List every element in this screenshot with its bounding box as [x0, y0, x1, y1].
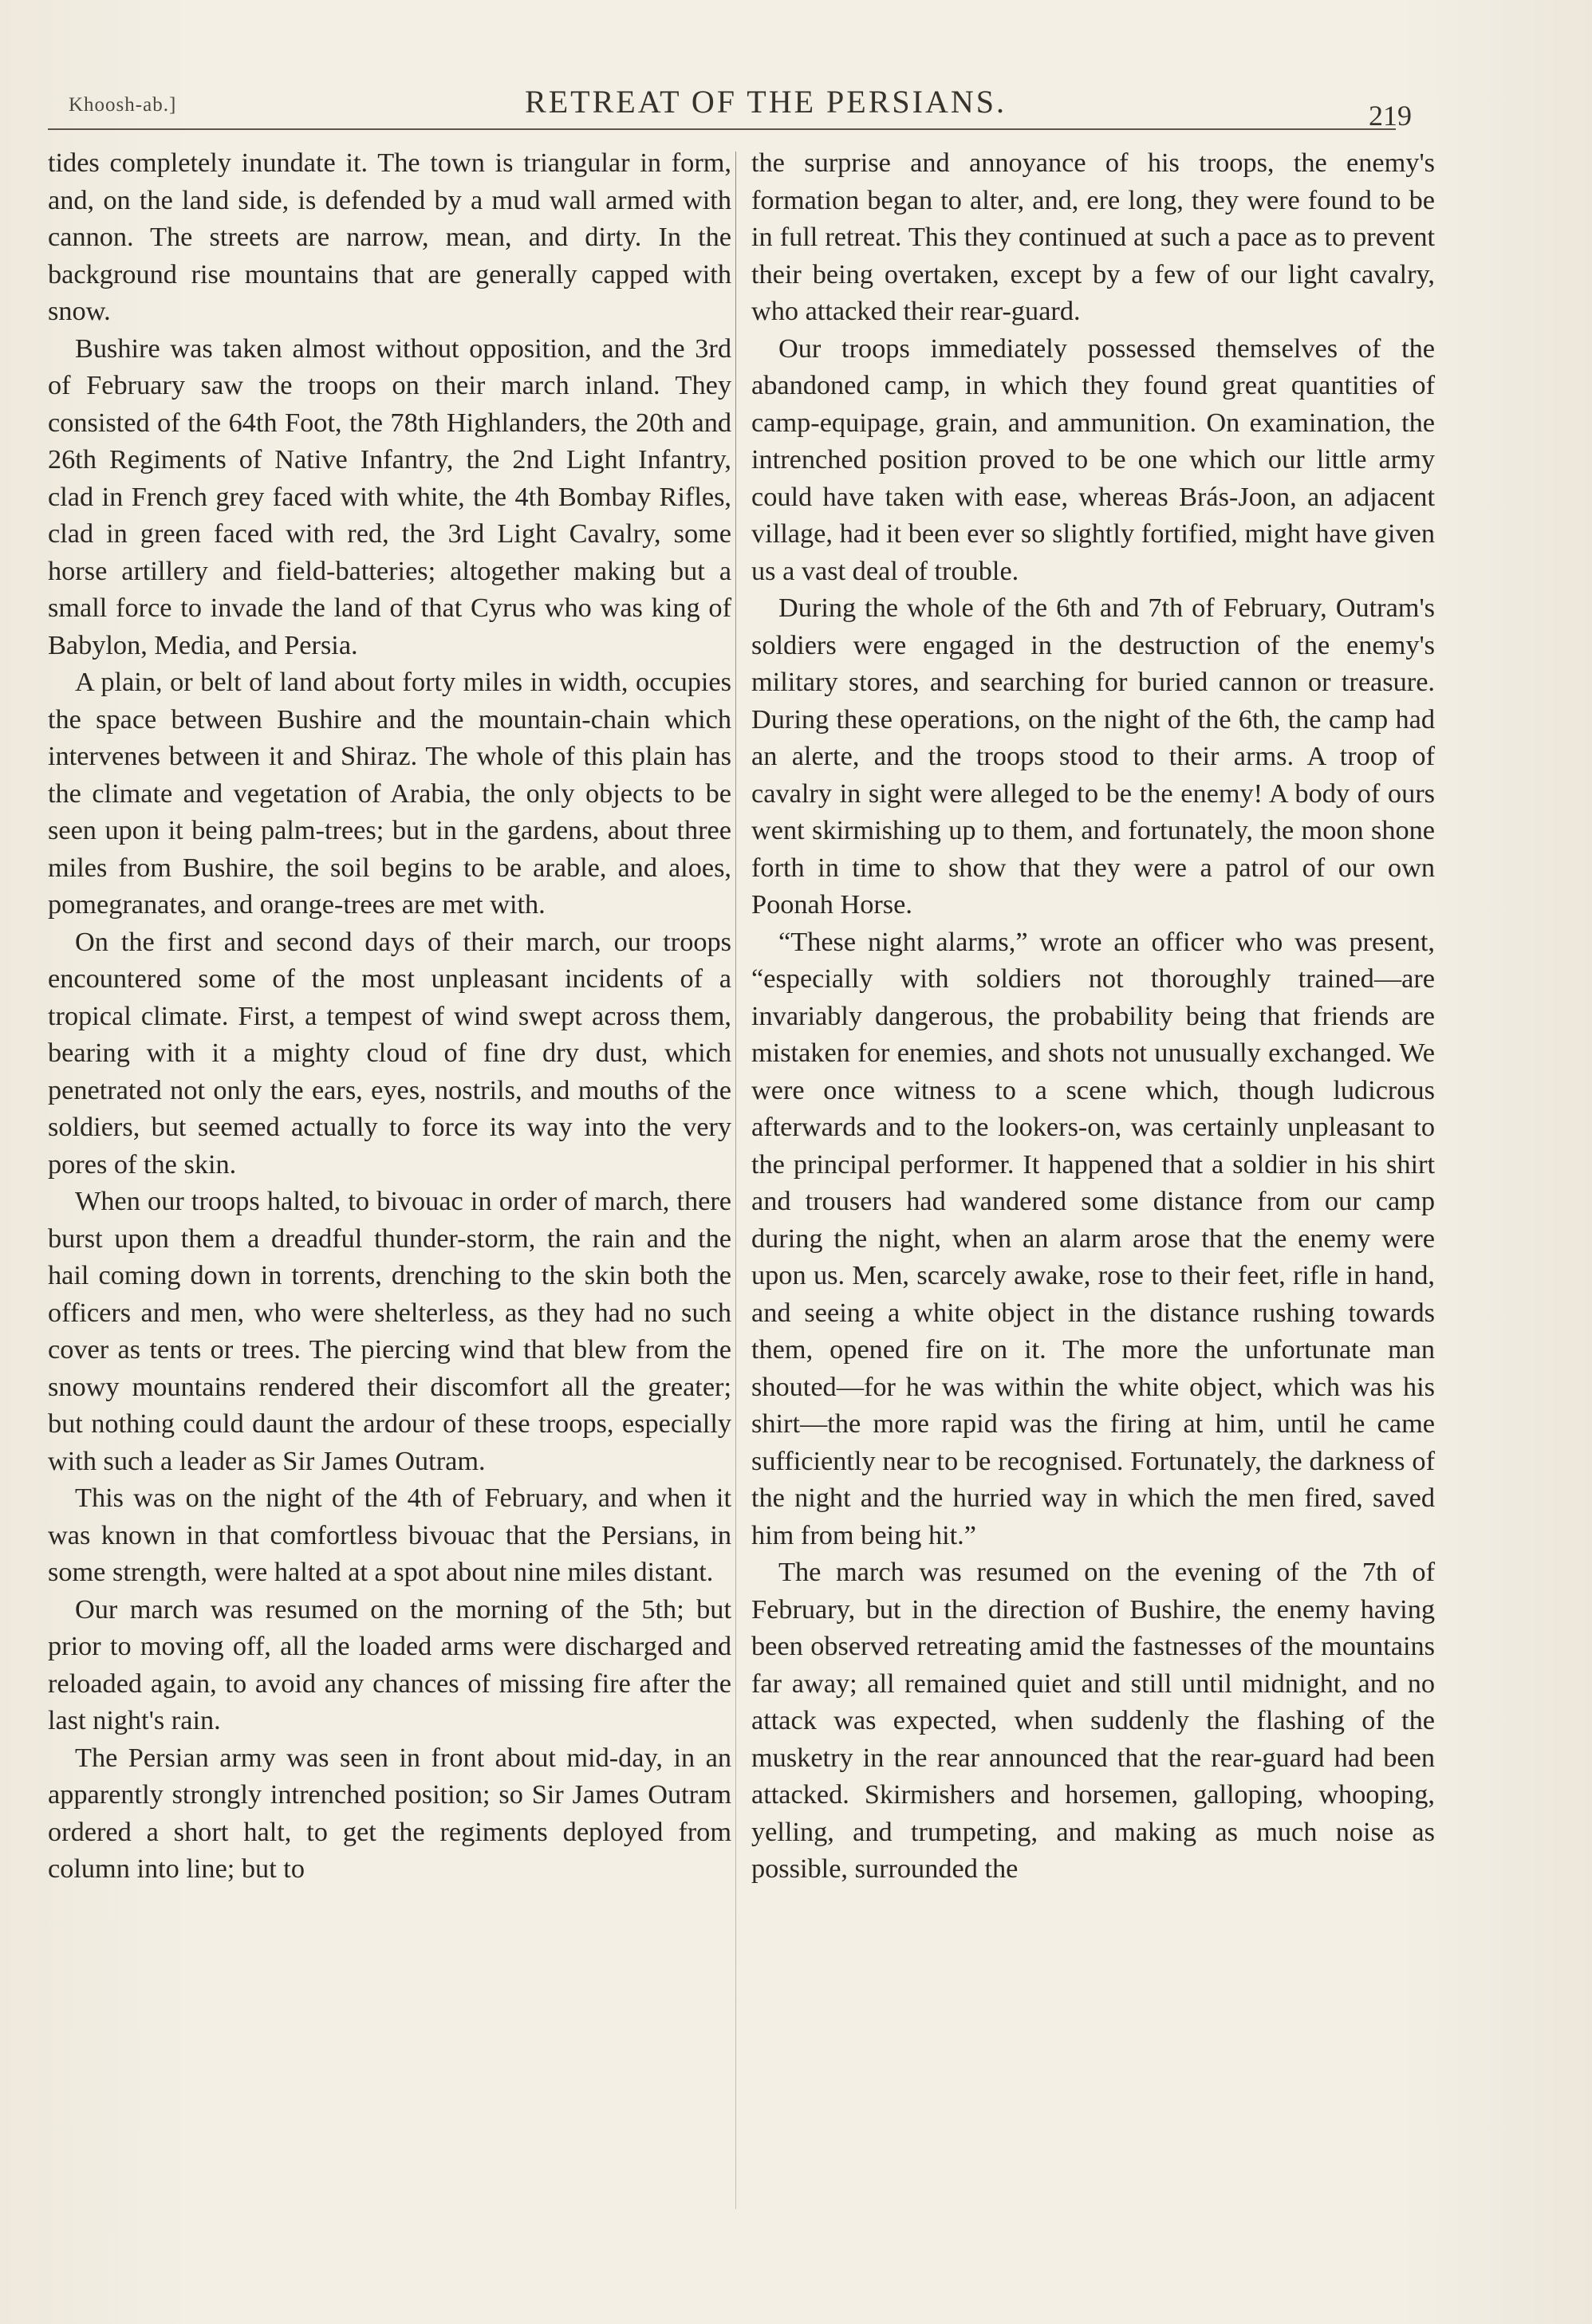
section-marker: Khoosh-ab.]: [69, 94, 177, 116]
paragraph: On the first and second days of their march, our troops encountered some of the most unpleasant incidents of a tropical climate. First, a tempest of wind swept across them, bearing with it a mighty cloud of fine dry dust, which penetrated not only the ears, eyes, nostrils, and mouths of the soldiers, but seemed actually to force its way into the very pores of the skin.: [48, 926, 731, 1180]
paragraph: During the whole of the 6th and 7th of February, Outram's soldiers were engaged in the destruction of the enemy's military stores, and searching for buried cannon or treasure. During these operations, on the night of the 6th, the camp had an alerte, and the troops stood to their arms. A troop of cavalry in sight were alleged to be the enemy! A body of ours went skirmishing up to them, and fortunately, the moon shone forth in time to show that they were a patrol of our own Poonah Horse.: [751, 593, 1435, 920]
paragraph: tides completely inundate it. The town is triangular in form, and, on the land side, is defended by a mud wall armed with cannon. The streets are narrow, mean, and dirty. In the background rise mountains that are generally capped with snow.: [48, 148, 731, 326]
paragraph: Our troops immediately possessed themselves of the abandoned camp, in which they found great quantities of camp-equipage, grain, and ammunition. On examination, the intrenched position proved to be one which our little army could have taken with ease, whereas Brás-Joon, an adjacent village, had it been ever so slightly fortified, might have given us a vast deal of trouble.: [751, 333, 1435, 586]
right-column: [751, 144, 1435, 1888]
paragraph: Bushire was taken almost without opposition, and the 3rd of February saw the troops on their march inland. They consisted of the 64th Foot, the 78th Highlanders, the 20th and 26th Regiments of Native Infantry, the 2nd Light Infantry, clad in French grey faced with white, the 4th Bombay Rifles, clad in green faced with red, the 3rd Light Cavalry, some horse artillery and field-batteries; altogether making but a small force to invade the land of that Cyrus who was king of Babylon, Media, and Persia.: [48, 333, 731, 660]
header-rule: [48, 128, 1396, 130]
paragraph: The Persian army was seen in front about mid-day, in an apparently strongly intrenched position; so Sir James Outram ordered a short halt, to get the regiments deployed from column into line; but to: [48, 1742, 731, 1884]
left-column: [48, 144, 731, 1888]
paragraph: When our troops halted, to bivouac in order of march, there burst upon them a dreadful thunder-storm, the rain and the hail coming down in torrents, drenching to the skin both the officers and men, who were shelterless, as they had no such cover as tents or trees. The piercing wind that blew from the snowy mountains rendered their discomfort all the greater; but nothing could daunt the ardour of these troops, especially with such a leader as Sir James Outram.: [48, 1186, 731, 1476]
running-head: [48, 83, 1404, 131]
paragraph: Our march was resumed on the morning of the 5th; but prior to moving off, all the loaded arms were discharged and reloaded again, to avoid any chances of missing fire after the last night's rain.: [48, 1593, 731, 1735]
paragraph: the surprise and annoyance of his troops, the enemy's formation began to alter, and, ere long, they were found to be in full retreat. This they continued at such a pace as to prevent their being overtaken, except by a few of our light cavalry, who attacked their rear-guard.: [751, 148, 1435, 326]
paragraph: This was on the night of the 4th of February, and when it was known in that comfortless bivouac that the Persians, in some strength, were halted at a spot about nine miles distant.: [48, 1483, 731, 1587]
paragraph: The march was resumed on the evening of the 7th of February, but in the direction of Bushire, the enemy having been observed retreating amid the fastnesses of the mountains far away; all remained quiet and still until midnight, and no attack was expected, when suddenly the flashing of the musketry in the rear announced that the rear-guard had been attacked. Skirmishers and horsemen, galloping, whooping, yelling, and trumpeting, and making as much noise as possible, surrounded the: [751, 1557, 1435, 1884]
page-number: 219: [1369, 100, 1412, 132]
paragraph: “These night alarms,” wrote an officer who was present, “especially with soldiers not thoroughly trained—are invariably dangerous, the probability being that friends are mistaken for enemies, and shots not unusually exchanged. We were once witness to a scene which, though ludicrous afterwards and to the lookers-on, was certainly unpleasant to the principal performer. It happened that a soldier in his shirt and trousers had wandered some distance from our camp during the night, when an alarm arose that the enemy were upon us. Men, scarcely awake, rose to their feet, rifle in hand, and seeing a white object in the distance rushing towards them, opened fire on it. The more the unfortunate man shouted—for he was within the white object, which was his shirt—the more rapid was the firing at him, until he came sufficiently near to be recognised. Fortunately, the darkness of the night and the hurried way in which the men fired, saved him from being hit.”: [751, 926, 1435, 1550]
paragraph: A plain, or belt of land about forty miles in width, occupies the space between Bushire and the mountain-chain which intervenes between it and Shiraz. The whole of this plain has the climate and vegetation of Arabia, the only objects to be seen upon it being palm-trees; but in the gardens, about three miles from Bushire, the soil begins to be arable, and aloes, pomegranates, and orange-trees are met with.: [48, 667, 731, 920]
column-divider: [735, 152, 736, 2209]
page-title: RETREAT OF THE PERSIANS.: [525, 84, 1007, 120]
